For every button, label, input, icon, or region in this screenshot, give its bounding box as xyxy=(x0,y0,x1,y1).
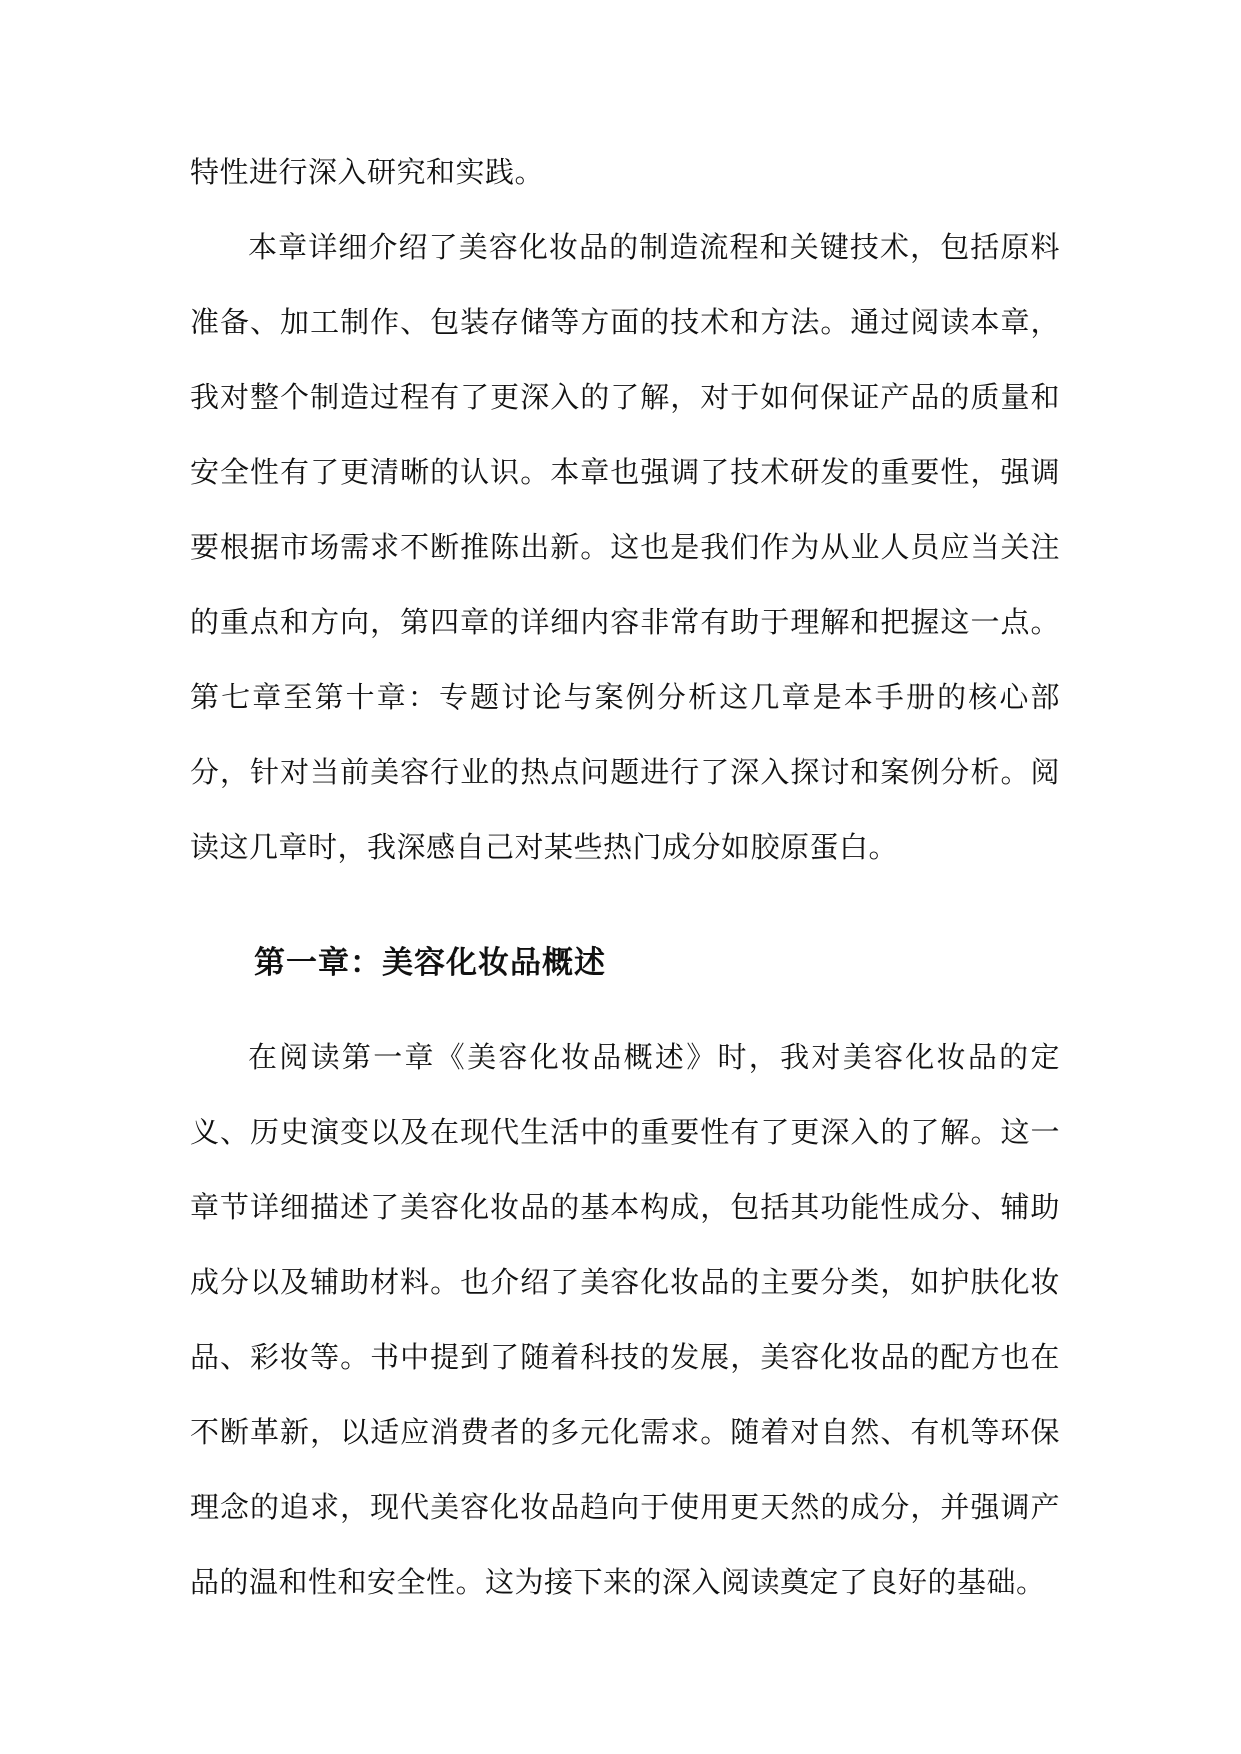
paragraph-chapter-one: 在阅读第一章《美容化妆品概述》时，我对美容化妆品的定义、历史演变以及在现代生活中的重要性有了更深入的了解。这一章节详细描述了美容化妆品的基本构成，包括其功能性成分、辅助成分以及辅助材料。也介绍了美容化妆品的主要分类，如护肤化妆品、彩妆等。书中提到了随着科技的发展，美容化妆品的配方也在不断革新，以适应消费者的多元化需求。随着对自然、有机等环保理念的追求，现代美容化妆品趋向于使用更天然的成分，并强调产品的温和性和安全性。这为接下来的深入阅读奠定了良好的基础。 xyxy=(190,1040,1060,1599)
paragraph-chapter-summary: 本章详细介绍了美容化妆品的制造流程和关键技术，包括原料准备、加工制作、包装存储等方面的技术和方法。通过阅读本章，我对整个制造过程有了更深入的了解，对于如何保证产品的质量和安全性有了更清晰的认识。本章也强调了技术研发的重要性，强调要根据市场需求不断推陈出新。这也是我们作为从业人员应当关注的重点和方向，第四章的详细内容非常有助于理解和把握这一点。第七章至第十章：专题讨论与案例分析这几章是本手册的核心部分，针对当前美容行业的热点问题进行了深入探讨和案例分析。阅读这几章时，我深感自己对某些热门成分如胶原蛋白。 xyxy=(190,230,1060,864)
paragraph-continuation: 特性进行深入研究和实践。 xyxy=(190,155,545,189)
chapter-heading: 第一章：美容化妆品概述 xyxy=(254,945,606,981)
